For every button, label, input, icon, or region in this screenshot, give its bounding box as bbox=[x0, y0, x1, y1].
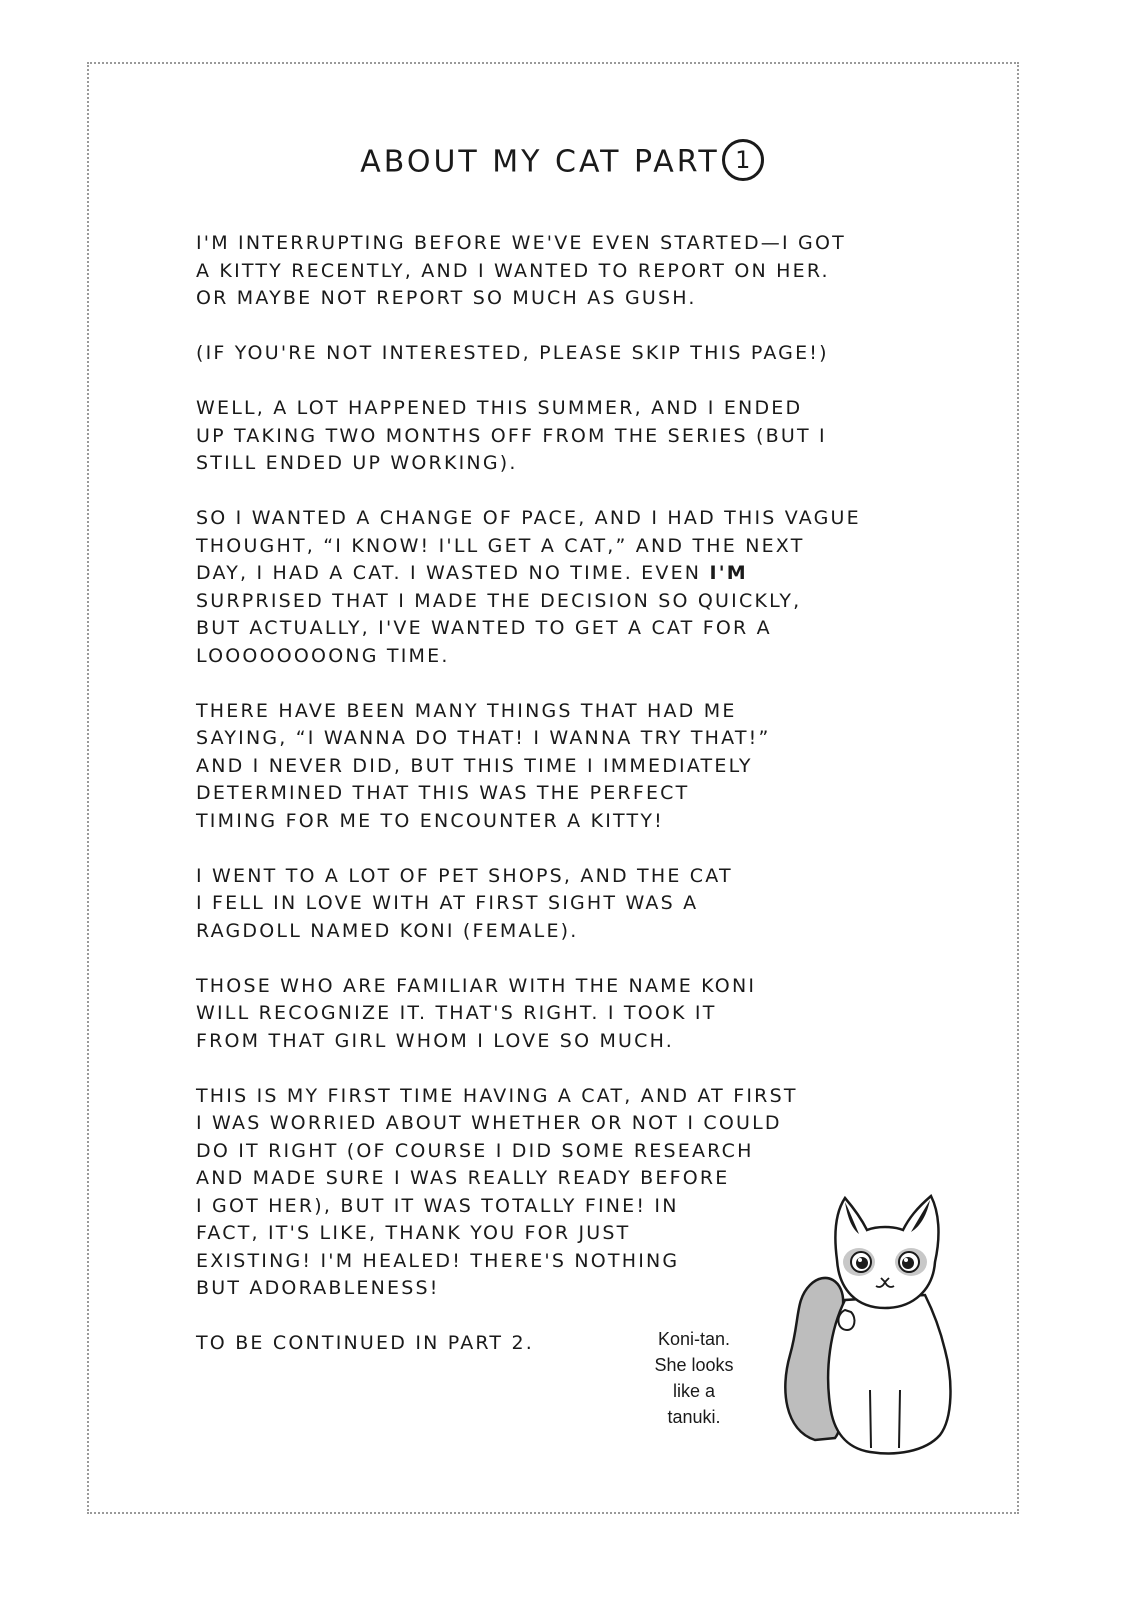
cat-paw bbox=[838, 1310, 854, 1330]
paragraph: THIS IS MY FIRST TIME HAVING A CAT, AND AT FIRST I WAS WORRIED ABOUT WHETHER OR NOT I COULD DO IT RIGHT (OF COURSE I DID SOME RESEARCH AND MADE SURE I WAS REALLY READY BEFORE I GOT HER), BUT IT WAS TOTALLY FINE! IN FACT, IT'S LIKE, THANK YOU FOR JUST EXISTING! I'M HEALED! THERE'S NOTHING BUT ADORABLENESS! bbox=[196, 1084, 798, 1299]
cat-right-eye-shine bbox=[904, 1258, 908, 1262]
paragraph: THERE HAVE BEEN MANY THINGS THAT HAD ME SAYING, “I WANNA DO THAT! I WANNA TRY THAT!” AND I NEVER DID, BUT THIS TIME I IMMEDIATELY DETERMINED THAT THIS WAS THE PERFECT TIMING FOR ME TO ENCOUNTER A KITTY! bbox=[196, 699, 771, 832]
cat-left-pupil bbox=[856, 1257, 868, 1269]
cat-caption: Koni-tan. She looks like a tanuki. bbox=[654, 1329, 734, 1427]
paragraph-lead: SO I WANTED A CHANGE OF PACE, AND I HAD THIS VAGUE THOUGHT, “I KNOW! I'LL GET A CAT,” AND THE NEXT DAY, I HAD A CAT. I WASTED NO TIME. EVEN bbox=[196, 507, 861, 584]
cat-right-pupil bbox=[902, 1257, 914, 1269]
paragraph: I'M INTERRUPTING BEFORE WE'VE EVEN STARTED—I GOT A KITTY RECENTLY, AND I WANTED TO REPORT ON HER. OR MAYBE NOT REPORT SO MUCH AS GUSH. bbox=[196, 232, 846, 309]
paragraph-tail: SURPRISED THAT I MADE THE DECISION SO QUICKLY, BUT ACTUALLY, I'VE WANTED TO GET A CAT FOR A LOOOOOOOONG TIME. bbox=[196, 589, 802, 667]
paragraph: THOSE WHO ARE FAMILIAR WITH THE NAME KONI WILL RECOGNIZE IT. THAT'S RIGHT. I TOOK IT FROM THAT GIRL WHOM I LOVE SO MUCH. bbox=[196, 974, 757, 1052]
paragraph: WELL, A LOT HAPPENED THIS SUMMER, AND I ENDED UP TAKING TWO MONTHS OFF FROM THE SERIES (BUT I STILL ENDED UP WORKING). bbox=[196, 397, 827, 474]
cat-left-eye-shine bbox=[858, 1258, 862, 1262]
paragraph: (IF YOU'RE NOT INTERESTED, PLEASE SKIP THIS PAGE!) bbox=[196, 342, 829, 364]
title-circled-number: 1 bbox=[722, 139, 764, 181]
emphasized-word: I'M bbox=[709, 562, 748, 584]
paragraph: TO BE CONTINUED IN PART 2. bbox=[196, 1332, 535, 1354]
paragraph-with-emphasis bbox=[196, 505, 936, 670]
page-title bbox=[0, 142, 1124, 184]
paragraph: I WENT TO A LOT OF PET SHOPS, AND THE CAT I FELL IN LOVE WITH AT FIRST SIGHT WAS A RAGDOLL NAMED KONI (FEMALE). bbox=[196, 864, 733, 942]
title-text: ABOUT MY CAT PART bbox=[360, 144, 720, 180]
cat-illustration bbox=[775, 1190, 965, 1460]
